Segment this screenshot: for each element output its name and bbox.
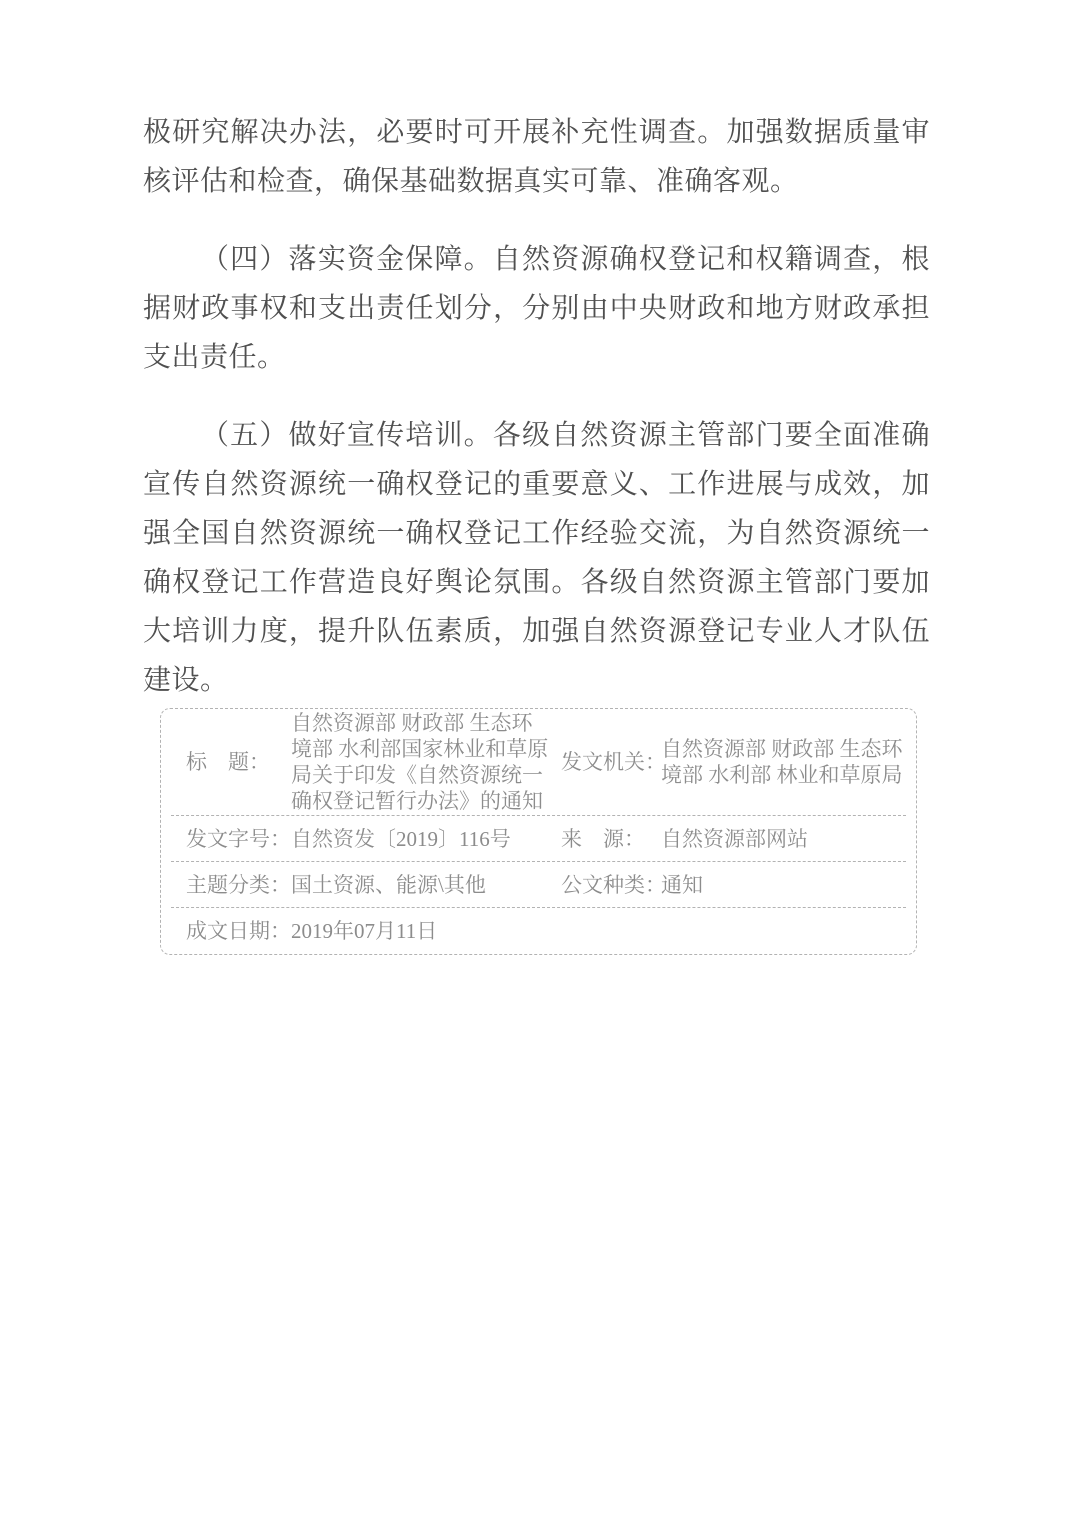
meta-row-title — [161, 709, 916, 815]
body-paragraph: （五）做好宣传培训。各级自然资源主管部门要全面准确宣传自然资源统一确权登记的重要意义、工作进展与成效，加强全国自然资源统一确权登记工作经验交流，为自然资源统一确权登记工作营造良好舆论氛围。各级自然资源主管部门要加大培训力度，提升队伍素质，加强自然资源登记专业人才队伍建设。 — [143, 420, 930, 696]
body-paragraph: 极研究解决办法，必要时可开展补充性调查。加强数据质量审核评估和检查，确保基础数据真实可靠、准确客观。 — [143, 117, 930, 197]
title-label: 标 题： — [186, 750, 270, 774]
source-value: 自然资源部网站 — [661, 826, 808, 851]
subject-category-label: 主题分类： — [186, 872, 291, 897]
source-label: 来 源： — [561, 826, 645, 851]
issuing-agency-label: 发文机关： — [561, 750, 666, 774]
body-paragraph: （四）落实资金保障。自然资源确权登记和权籍调查，根据财政事权和支出责任划分，分别由中央财政和地方财政承担支出责任。 — [143, 244, 930, 373]
meta-row-category — [161, 862, 916, 907]
subject-category-value: 国土资源、能源\其他 — [291, 872, 486, 897]
doc-type-label: 公文种类： — [561, 872, 666, 897]
written-date-label: 成文日期： — [186, 918, 291, 943]
document-meta-table — [160, 708, 917, 955]
doc-number-label: 发文字号： — [186, 826, 291, 851]
title-value: 自然资源部 财政部 生态环境部 水利部国家林业和草原局关于印发《自然资源统一确权登记暂行办法》的通知 — [291, 711, 549, 813]
doc-type-value: 通知 — [661, 872, 703, 897]
meta-row-date — [161, 908, 916, 953]
doc-number-value: 自然资发〔2019〕116号 — [291, 826, 511, 851]
meta-row-doc-number — [161, 816, 916, 861]
issuing-agency-value: 自然资源部 财政部 生态环境部 水利部 林业和草原局 — [661, 737, 903, 787]
document-body — [143, 108, 930, 734]
written-date-value: 2019年07月11日 — [291, 918, 438, 943]
